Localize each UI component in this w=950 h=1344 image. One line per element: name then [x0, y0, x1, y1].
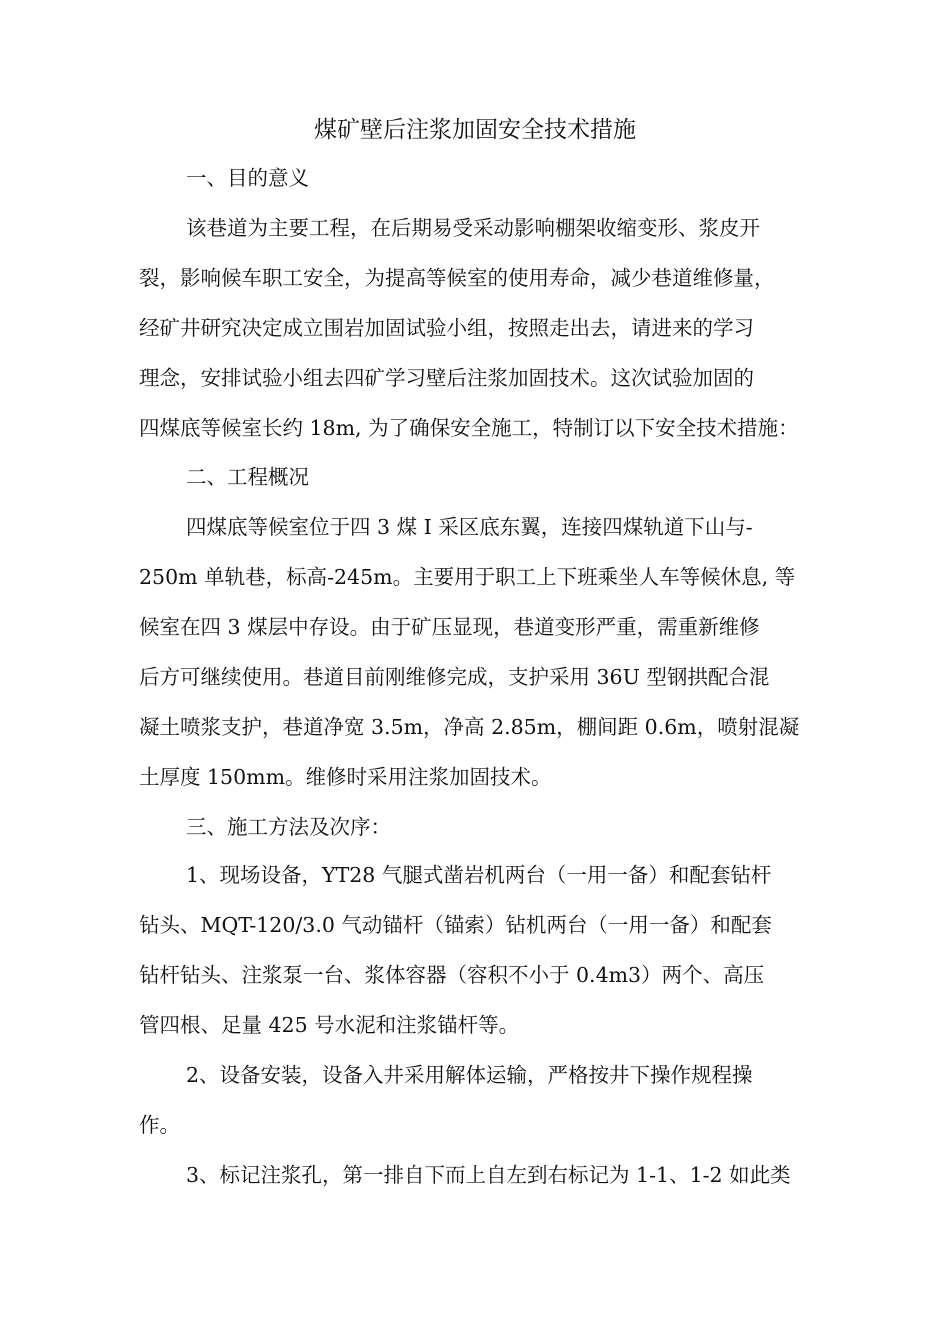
list-item-line: 1、现场设备，YT28 气腿式凿岩机两台（一用一备）和配套钻杆 — [186, 863, 772, 887]
paragraph-line: 四煤底等候室位于四 3 煤 I 采区底东翼，连接四煤轨道下山与- — [186, 515, 753, 539]
list-item-line: 作。 — [139, 1113, 180, 1137]
paragraph-line: 经矿井研究决定成立围岩加固试验小组，按照走出去，请进来的学习 — [139, 316, 754, 340]
paragraph-line: 凝土喷浆支护，巷道净宽 3.5m，净高 2.85m，棚间距 0.6m，喷射混凝 — [139, 715, 800, 739]
list-item-line: 钻杆钻头、注浆泵一台、浆体容器（容积不小于 0.4m3）两个、高压 — [139, 963, 765, 987]
paragraph-line: 四煤底等候室长约 18m, 为了确保安全施工，特制订以下安全技术措施： — [139, 416, 799, 440]
paragraph-line: 后方可继续使用。巷道目前刚维修完成，支护采用 36U 型钢拱配合混 — [139, 665, 770, 689]
paragraph-line: 土厚度 150mm。维修时采用注浆加固技术。 — [139, 765, 552, 789]
list-item-line: 2、设备安装，设备入井采用解体运输，严格按井下操作规程操 — [186, 1063, 753, 1087]
paragraph-line: 候室在四 3 煤层中存设。由于矿压显现，巷道变形严重，需重新维修 — [139, 615, 760, 639]
list-item-line: 管四根、足量 425 号水泥和注浆锚杆等。 — [139, 1013, 520, 1037]
document-title: 煤矿壁后注浆加固安全技术措施 — [314, 117, 636, 143]
section-heading-purpose: 一、目的意义 — [186, 166, 309, 190]
paragraph-line: 250m 单轨巷，标高-245m。主要用于职工上下班乘坐人车等候休息, 等 — [139, 565, 796, 589]
section-heading-overview: 二、工程概况 — [186, 465, 309, 489]
paragraph-line: 理念，安排试验小组去四矿学习壁后注浆加固技术。这次试验加固的 — [139, 366, 754, 390]
paragraph-line: 该巷道为主要工程，在后期易受采动影响棚架收缩变形、浆皮开 — [186, 216, 760, 240]
section-heading-method: 三、施工方法及次序： — [186, 815, 391, 839]
list-item-line: 3、标记注浆孔，第一排自下而上自左到右标记为 1-1、1-2 如此类 — [186, 1163, 791, 1187]
list-item-line: 钻头、MQT-120/3.0 气动锚杆（锚索）钻机两台（一用一备）和配套 — [139, 913, 772, 937]
paragraph-line: 裂，影响候车职工安全，为提高等候室的使用寿命，减少巷道维修量， — [139, 266, 775, 290]
